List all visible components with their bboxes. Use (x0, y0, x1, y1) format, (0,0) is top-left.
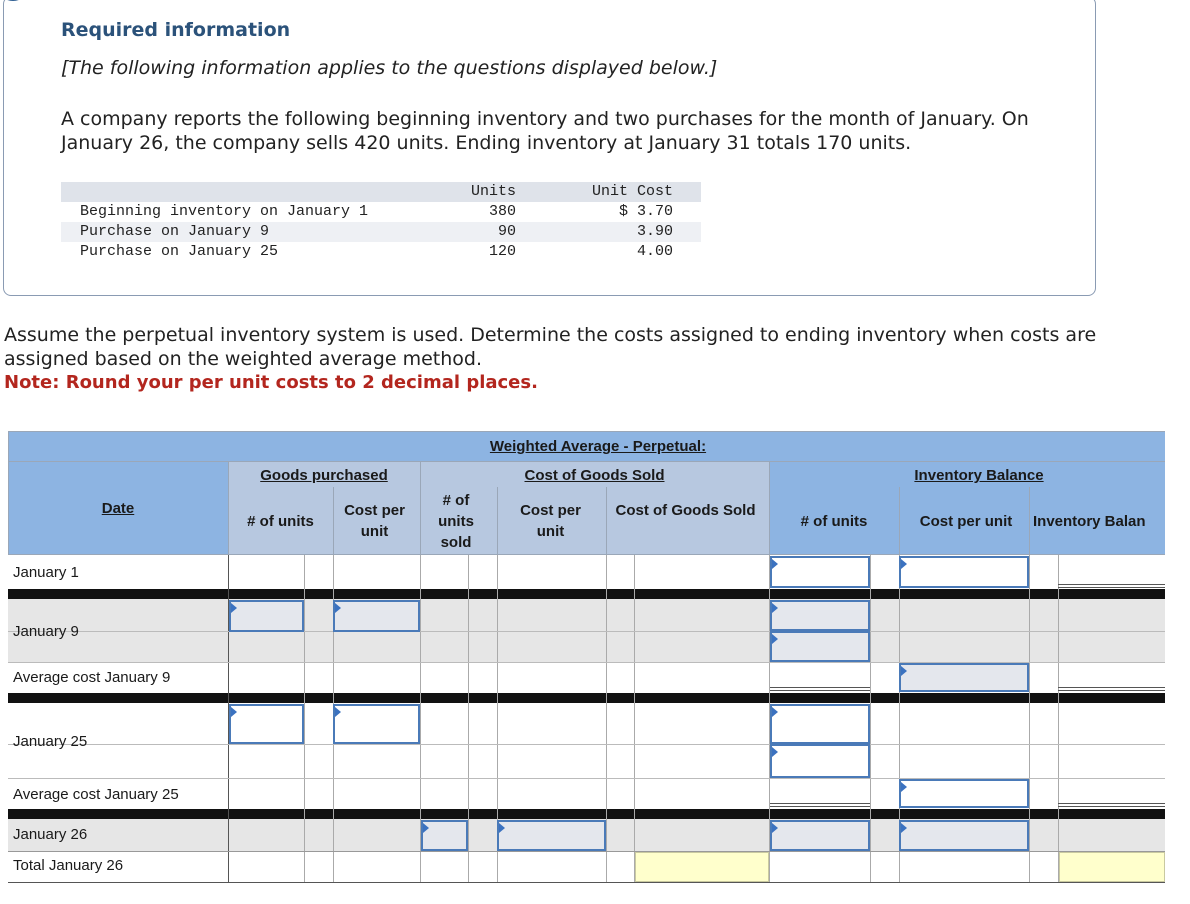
avg25-ib-units-field[interactable] (770, 803, 870, 807)
jan1-ib-total-field[interactable] (1058, 584, 1165, 588)
total-inventory-balance-field[interactable] (1059, 852, 1165, 882)
avg25-ib-cost-input[interactable] (899, 779, 1029, 808)
jan25-gp-units-input[interactable] (229, 704, 304, 744)
jan25-ib-units-input-2[interactable] (770, 744, 870, 778)
jan1-ib-cost-input[interactable] (899, 556, 1029, 588)
row-units: 380 (488, 203, 516, 220)
avg25-ib-total-field[interactable] (1058, 803, 1165, 807)
row-label: Purchase on January 25 (80, 243, 279, 260)
ib-total-header: Inventory Balan (1033, 513, 1146, 530)
row-label-jan1: January 1 (13, 564, 79, 581)
avg9-ib-total-field[interactable] (1058, 687, 1165, 691)
required-info-subtitle: [The following information applies to the questions displayed below.] (61, 57, 718, 79)
gp-cost-header: Cost per unit (344, 502, 405, 540)
required-info-title: Required information (61, 19, 291, 41)
jan9-ib-units-input-1[interactable] (770, 600, 870, 631)
row-label: Purchase on January 9 (80, 223, 270, 240)
row-label-avg25: Average cost January 25 (13, 786, 179, 803)
avg9-ib-units-field[interactable] (770, 687, 870, 691)
row-units: 120 (488, 243, 516, 260)
row-divider (8, 809, 1165, 819)
jan25-ib-units-input-1[interactable] (770, 704, 870, 744)
inventory-data-table (61, 182, 701, 262)
jan9-gp-units-input[interactable] (229, 600, 304, 632)
table-row (8, 703, 1165, 778)
question-badge-icon (0, 0, 30, 1)
jan9-gp-cost-input[interactable] (333, 600, 420, 632)
jan26-ib-cost-input[interactable] (899, 820, 1029, 851)
units-header: Units (470, 183, 516, 200)
total-cogs-field[interactable] (635, 852, 769, 882)
cogs-label: Cost of Goods Sold (524, 467, 665, 484)
row-divider (8, 693, 1165, 703)
row-unit-cost: 4.00 (636, 243, 673, 260)
table-row (61, 202, 701, 222)
row-unit-cost: $ 3.70 (618, 203, 673, 220)
inventory-balance-label: Inventory Balance (914, 467, 1044, 484)
row-label-jan26: January 26 (13, 826, 88, 843)
cogs-units-header: # of units sold (438, 492, 474, 551)
jan26-cogs-units-input[interactable] (421, 820, 468, 851)
row-label-jan9: January 9 (13, 623, 79, 640)
question-text: Assume the perpetual inventory system is used. Determine the costs assigned to ending inventory when costs are assigned based on the weighted average method. (4, 324, 1097, 370)
table-row (8, 851, 1165, 883)
table-row (61, 222, 701, 242)
date-column-header: Date (101, 500, 135, 517)
weighted-average-worksheet (8, 431, 1165, 883)
cogs-total-header: Cost of Goods Sold (615, 502, 756, 519)
ib-units-header: # of units (800, 513, 868, 530)
gp-units-header: # of units (247, 513, 314, 530)
row-divider (8, 589, 1165, 599)
rounding-note: Note: Round your per unit costs to 2 decimal places. (4, 372, 538, 393)
row-label-jan25: January 25 (13, 733, 88, 750)
avg9-ib-cost-input[interactable] (899, 663, 1029, 692)
unit-cost-header: Unit Cost (591, 183, 673, 200)
row-label: Beginning inventory on January 1 (80, 203, 369, 220)
row-unit-cost: 3.90 (636, 223, 673, 240)
goods-purchased-label: Goods purchased (260, 467, 388, 484)
row-units: 90 (497, 223, 516, 240)
row-label-total26: Total January 26 (13, 857, 124, 874)
jan26-ib-units-input[interactable] (770, 820, 870, 851)
inventory-table-header (61, 182, 701, 202)
jan9-ib-units-input-2[interactable] (770, 631, 870, 662)
table-row (61, 242, 701, 262)
cogs-cost-header: Cost per unit (520, 502, 581, 540)
problem-intro: A company reports the following beginning inventory and two purchases for the month of January. On January 26, the company sells 420 units. Ending inventory at January 31 totals 170 units. (61, 108, 1029, 154)
jan26-cogs-cost-input[interactable] (497, 820, 606, 851)
ib-cost-header: Cost per unit (919, 513, 1013, 530)
jan25-gp-cost-input[interactable] (333, 704, 420, 744)
row-label-avg9: Average cost January 9 (13, 669, 171, 686)
worksheet-title: Weighted Average - Perpetual: (489, 438, 707, 455)
jan1-ib-units-input[interactable] (770, 556, 870, 588)
